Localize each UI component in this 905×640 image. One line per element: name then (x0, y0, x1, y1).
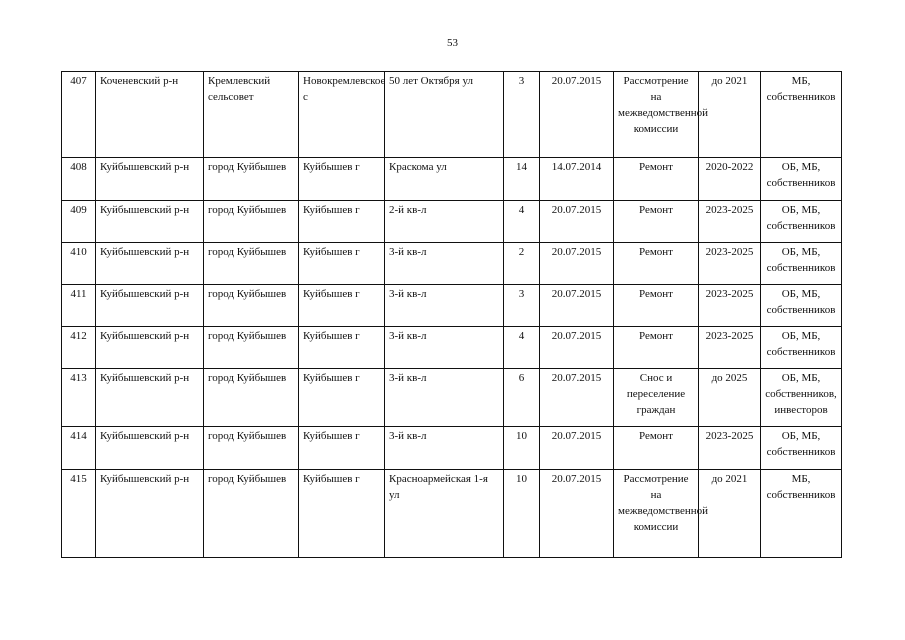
cell-house-number: 6 (504, 369, 540, 427)
cell-date: 20.07.2015 (540, 369, 614, 427)
cell-term: до 2025 (699, 369, 761, 427)
cell-date: 14.07.2014 (540, 158, 614, 201)
cell-action: Рассмотрение на межведомственной комиссии (614, 72, 699, 158)
cell-funding: ОБ, МБ, собственников (761, 201, 842, 243)
cell-funding: МБ, собственников (761, 470, 842, 558)
cell-term: 2023-2025 (699, 285, 761, 327)
cell-district: Куйбышевский р-н (96, 427, 204, 470)
table-row (62, 470, 842, 558)
cell-municipality: город Куйбышев (204, 243, 299, 285)
cell-action: Ремонт (614, 285, 699, 327)
cell-date: 20.07.2015 (540, 72, 614, 158)
cell-locality: Куйбышев г (299, 243, 385, 285)
cell-row-number: 410 (62, 243, 96, 285)
table-row (62, 327, 842, 369)
cell-action: Ремонт (614, 427, 699, 470)
cell-row-number: 414 (62, 427, 96, 470)
cell-term: 2023-2025 (699, 201, 761, 243)
cell-house-number: 3 (504, 72, 540, 158)
cell-district: Куйбышевский р-н (96, 158, 204, 201)
cell-municipality: город Куйбышев (204, 285, 299, 327)
cell-locality: Куйбышев г (299, 201, 385, 243)
cell-row-number: 408 (62, 158, 96, 201)
cell-date: 20.07.2015 (540, 243, 614, 285)
cell-district: Куйбышевский р-н (96, 243, 204, 285)
cell-row-number: 407 (62, 72, 96, 158)
cell-district: Куйбышевский р-н (96, 369, 204, 427)
cell-municipality: город Куйбышев (204, 427, 299, 470)
cell-municipality: город Куйбышев (204, 158, 299, 201)
cell-funding: ОБ, МБ, собственников, инвесторов (761, 369, 842, 427)
cell-funding: ОБ, МБ, собственников (761, 243, 842, 285)
cell-street: Краскома ул (385, 158, 504, 201)
cell-street: 3-й кв-л (385, 327, 504, 369)
cell-street: 3-й кв-л (385, 369, 504, 427)
cell-municipality: Кремлевский сельсовет (204, 72, 299, 158)
cell-term: 2023-2025 (699, 427, 761, 470)
cell-municipality: город Куйбышев (204, 369, 299, 427)
page-number: 53 (447, 37, 458, 49)
cell-locality: Куйбышев г (299, 327, 385, 369)
cell-locality: Куйбышев г (299, 369, 385, 427)
cell-locality: Куйбышев г (299, 158, 385, 201)
cell-house-number: 3 (504, 285, 540, 327)
housing-registry-table (61, 71, 842, 558)
cell-row-number: 413 (62, 369, 96, 427)
cell-funding: МБ, собственников (761, 72, 842, 158)
cell-house-number: 2 (504, 243, 540, 285)
cell-house-number: 10 (504, 470, 540, 558)
cell-house-number: 4 (504, 327, 540, 369)
cell-date: 20.07.2015 (540, 470, 614, 558)
cell-date: 20.07.2015 (540, 201, 614, 243)
cell-district: Куйбышевский р-н (96, 470, 204, 558)
cell-locality: Куйбышев г (299, 285, 385, 327)
cell-term: 2020-2022 (699, 158, 761, 201)
table-row (62, 201, 842, 243)
cell-district: Куйбышевский р-н (96, 327, 204, 369)
cell-term: до 2021 (699, 470, 761, 558)
cell-term: до 2021 (699, 72, 761, 158)
cell-district: Куйбышевский р-н (96, 285, 204, 327)
cell-district: Куйбышевский р-н (96, 201, 204, 243)
cell-municipality: город Куйбышев (204, 201, 299, 243)
cell-action: Ремонт (614, 327, 699, 369)
cell-date: 20.07.2015 (540, 427, 614, 470)
cell-house-number: 4 (504, 201, 540, 243)
cell-funding: ОБ, МБ, собственников (761, 158, 842, 201)
cell-term: 2023-2025 (699, 327, 761, 369)
table-row (62, 427, 842, 470)
cell-action: Снос и переселение граждан (614, 369, 699, 427)
cell-action: Ремонт (614, 201, 699, 243)
cell-row-number: 409 (62, 201, 96, 243)
cell-house-number: 10 (504, 427, 540, 470)
cell-locality: Куйбышев г (299, 470, 385, 558)
cell-locality: Куйбышев г (299, 427, 385, 470)
cell-date: 20.07.2015 (540, 327, 614, 369)
table-row (62, 369, 842, 427)
cell-action: Ремонт (614, 243, 699, 285)
table-row (62, 285, 842, 327)
table-row (62, 72, 842, 158)
cell-row-number: 411 (62, 285, 96, 327)
cell-locality: Новокремлевское с (299, 72, 385, 158)
cell-municipality: город Куйбышев (204, 327, 299, 369)
cell-funding: ОБ, МБ, собственников (761, 427, 842, 470)
cell-street: 2-й кв-л (385, 201, 504, 243)
table-row (62, 158, 842, 201)
cell-street: 3-й кв-л (385, 285, 504, 327)
cell-action: Рассмотрение на межведомственной комиссии (614, 470, 699, 558)
cell-street: 3-й кв-л (385, 243, 504, 285)
cell-house-number: 14 (504, 158, 540, 201)
cell-term: 2023-2025 (699, 243, 761, 285)
cell-date: 20.07.2015 (540, 285, 614, 327)
cell-action: Ремонт (614, 158, 699, 201)
cell-row-number: 415 (62, 470, 96, 558)
cell-street: 3-й кв-л (385, 427, 504, 470)
cell-street: Красноармейская 1-я ул (385, 470, 504, 558)
cell-district: Коченевский р-н (96, 72, 204, 158)
cell-funding: ОБ, МБ, собственников (761, 285, 842, 327)
cell-row-number: 412 (62, 327, 96, 369)
table-body (62, 72, 842, 558)
cell-municipality: город Куйбышев (204, 470, 299, 558)
cell-funding: ОБ, МБ, собственников (761, 327, 842, 369)
cell-street: 50 лет Октября ул (385, 72, 504, 158)
table-row (62, 243, 842, 285)
